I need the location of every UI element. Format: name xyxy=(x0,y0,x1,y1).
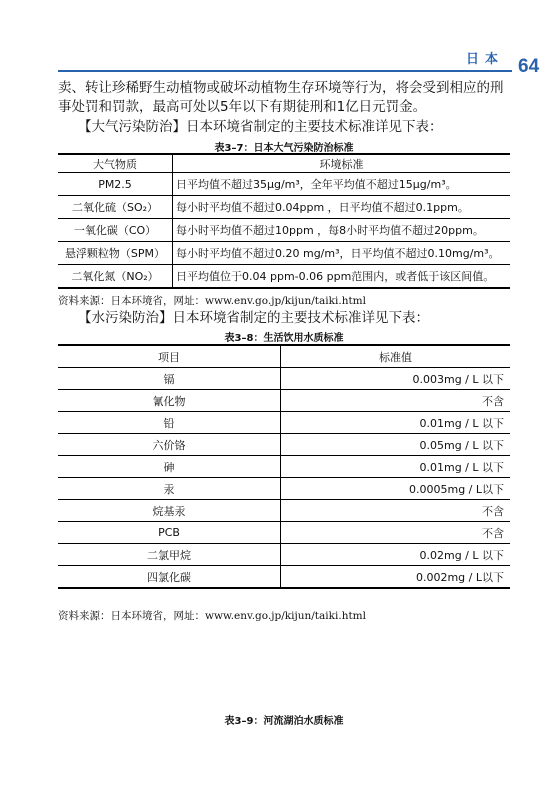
value-cell: 0.0005mg / L以下 xyxy=(281,478,511,500)
table-row xyxy=(58,242,510,265)
standard-cell: 每小时平均值不超过10ppm ，每8小时平均值不超过20ppm。 xyxy=(173,219,511,242)
table-row xyxy=(58,456,510,478)
standard-cell: 日平均值位于0.04 ppm-0.06 ppm范围内，或者低于该区间值。 xyxy=(173,265,511,289)
standard-cell: 每小时平均值不超过0.20 mg/m³，日平均值不超过0.10mg/m³。 xyxy=(173,242,511,265)
page-number: 64 xyxy=(518,56,540,77)
header-rule xyxy=(58,70,512,72)
air-intro: 【大气污染防治】日本环境省制定的主要技术标准详见下表： xyxy=(78,119,443,135)
column-header: 大气物质 xyxy=(58,154,173,173)
column-header: 环境标准 xyxy=(173,154,511,173)
standard-cell: 日平均值不超过35μg/m³，全年平均值不超过15μg/m³。 xyxy=(173,173,511,196)
substance-cell: PM2.5 xyxy=(58,173,173,196)
substance-cell: 二氧化硫（SO₂） xyxy=(58,196,173,219)
item-cell: 二氯甲烷 xyxy=(58,544,281,566)
item-cell: 氰化物 xyxy=(58,390,281,412)
table-row xyxy=(58,265,510,289)
item-cell: 烷基汞 xyxy=(58,500,281,522)
air-standards-table xyxy=(58,153,510,289)
header-country: 日本 xyxy=(466,52,505,67)
value-cell: 0.01mg / L 以下 xyxy=(281,456,511,478)
table-row xyxy=(58,412,510,434)
standard-cell: 每小时平均值不超过0.04ppm ，日平均值不超过0.1ppm。 xyxy=(173,196,511,219)
substance-cell: 二氧化氮（NO₂） xyxy=(58,265,173,289)
air-source-note: 资料来源：日本环境省，网址：www.env.go.jp/kijun/taiki.html xyxy=(58,295,366,307)
table-row xyxy=(58,522,510,544)
value-cell: 0.003mg / L 以下 xyxy=(281,368,511,390)
table-header-row xyxy=(58,154,510,173)
water-intro: 【水污染防治】日本环境省制定的主要技术标准详见下表： xyxy=(78,310,429,326)
value-cell: 0.05mg / L 以下 xyxy=(281,434,511,456)
table-row xyxy=(58,434,510,456)
intro-paragraph: 卖、转让珍稀野生动植物或破坏动植物生存环境等行为，将会受到相应的刑事处罚和罚款，最高可处以5年以下有期徒刑和1亿日元罚金。 xyxy=(58,80,504,115)
table-row xyxy=(58,390,510,412)
table-header-row xyxy=(58,345,510,368)
table-row xyxy=(58,196,510,219)
substance-cell: 一氧化碳（CO） xyxy=(58,219,173,242)
table-row xyxy=(58,219,510,242)
value-cell: 0.02mg / L 以下 xyxy=(281,544,511,566)
table-row xyxy=(58,544,510,566)
item-cell: 铅 xyxy=(58,412,281,434)
column-header: 项目 xyxy=(58,345,281,368)
item-cell: 四氯化碳 xyxy=(58,566,281,589)
water-table-caption: 表3–8：生活饮用水质标准 xyxy=(224,333,344,344)
drinking-water-table xyxy=(58,344,510,589)
table-row xyxy=(58,500,510,522)
item-cell: 镉 xyxy=(58,368,281,390)
value-cell: 0.002mg / L以下 xyxy=(281,566,511,589)
item-cell: 汞 xyxy=(58,478,281,500)
item-cell: 砷 xyxy=(58,456,281,478)
next-table-caption: 表3–9：河流湖泊水质标准 xyxy=(224,716,344,727)
value-cell: 0.01mg / L 以下 xyxy=(281,412,511,434)
column-header: 标准值 xyxy=(281,345,511,368)
item-cell: 六价铬 xyxy=(58,434,281,456)
value-cell: 不含 xyxy=(281,500,511,522)
table-row xyxy=(58,566,510,589)
table-row xyxy=(58,173,510,196)
value-cell: 不含 xyxy=(281,390,511,412)
table-row xyxy=(58,478,510,500)
air-table-caption: 表3–7：日本大气污染防治标准 xyxy=(214,143,354,154)
substance-cell: 悬浮颗粒物（SPM） xyxy=(58,242,173,265)
table-row xyxy=(58,368,510,390)
water-source-note: 资料来源：日本环境省，网址：www.env.go.jp/kijun/taiki.html xyxy=(58,610,366,622)
item-cell: PCB xyxy=(58,522,281,544)
value-cell: 不含 xyxy=(281,522,511,544)
